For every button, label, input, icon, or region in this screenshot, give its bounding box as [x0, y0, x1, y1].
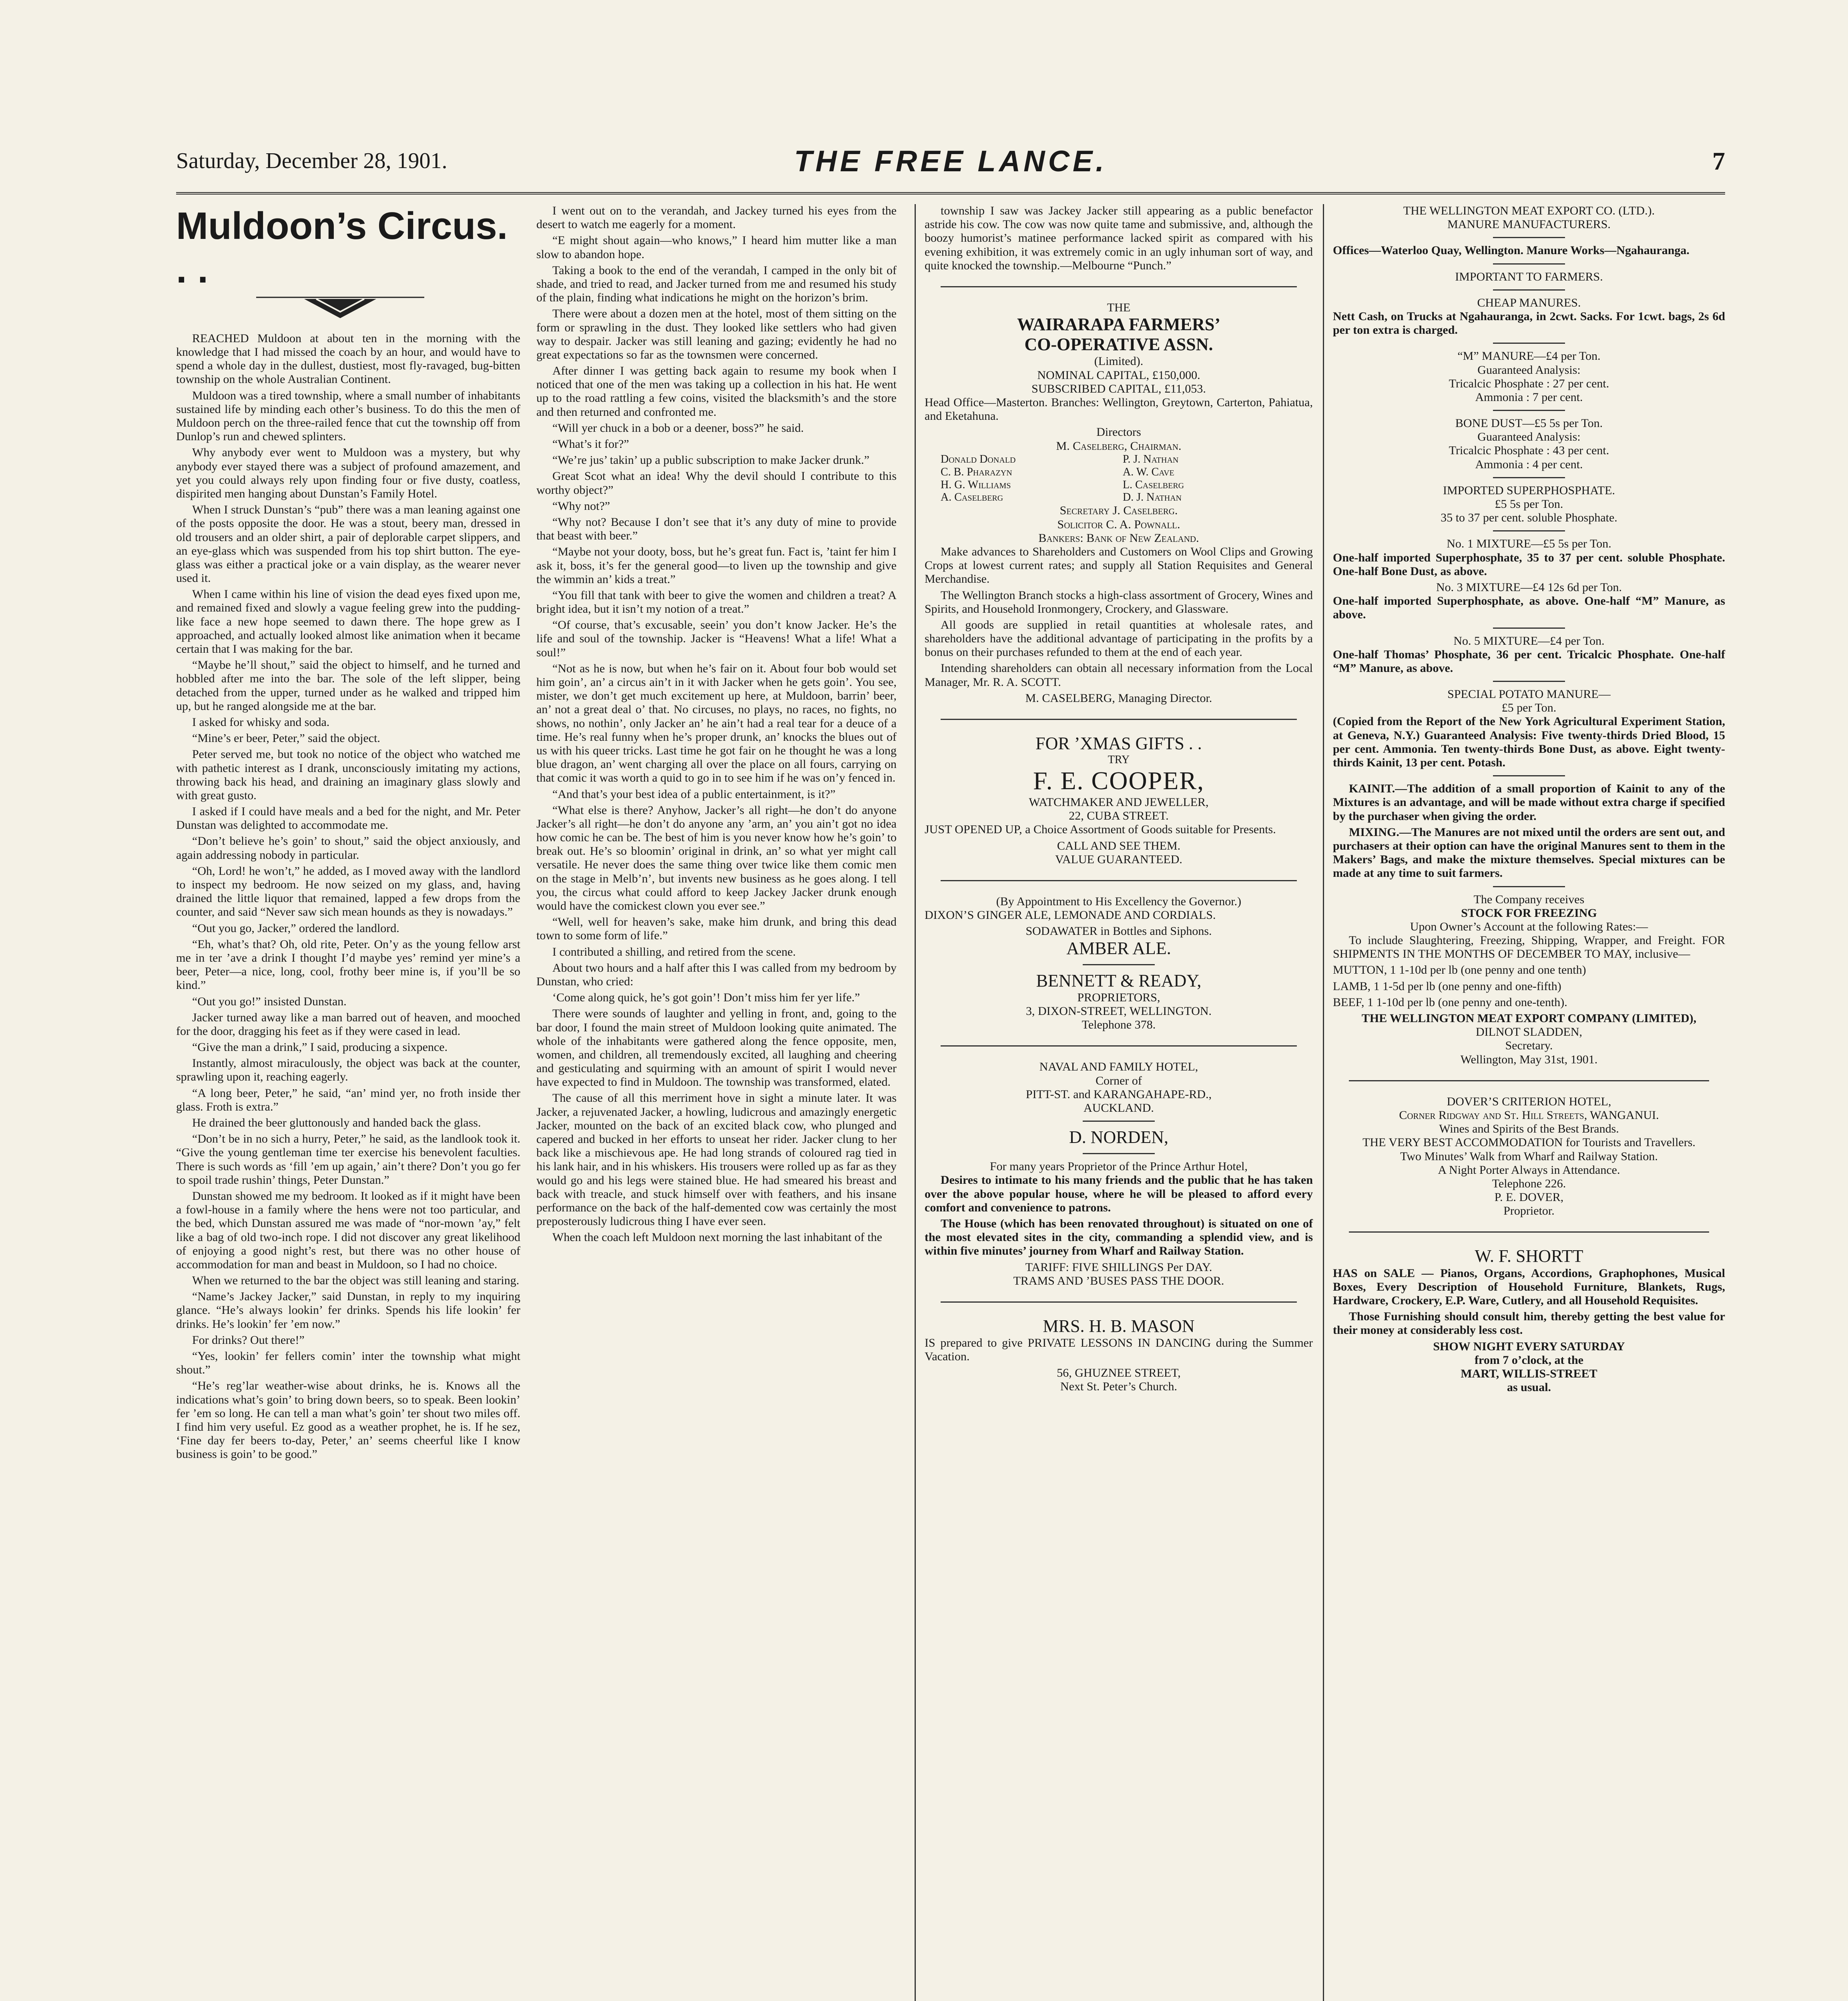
ad-line: Tricalcic Phosphate : 43 per cent. [1449, 444, 1609, 457]
ad-line: IMPORTED SUPERPHOSPHATE. [1443, 483, 1615, 497]
ad-line: SHOW NIGHT EVERY SATURDAY [1433, 1339, 1625, 1353]
ad-text: BEEF, 1 1-10d per lb (one penny and one-tenth). [1333, 995, 1567, 1009]
divider [1083, 1153, 1155, 1154]
divider [1083, 1121, 1155, 1122]
ad-line: DILNOT SLADDEN, [1475, 1025, 1583, 1039]
article-paragraph: Great Scot what an idea! Why the devil should I contribute to this worthy object?” [536, 469, 897, 497]
article-paragraph: “Oh, Lord! he won’t,” he added, as I moved away with the landlord to inspect my bedroom. He now seized on my glass, and, having drained the little liquor that remained, lapped a few drops from the counter, and said “Never saw sich mean hounds as they is nowadays.” [176, 864, 520, 919]
article-paragraph: “Eh, what’s that? Oh, old rite, Peter. On’y as the young fellow arst me in ter ’ave a drink I thought I’d maybe yes’ remind yer mine’s a beer, Peter—a nice, long, cool, frothy beer mine is, if you’ll be so kind.” [176, 937, 520, 992]
article-paragraph: Taking a book to the end of the verandah, I camped in the only bit of shade, and tried to read, and Jacker turned from me and resumed his study of the plain, finding what indications he might on the horizon’s brim. [536, 263, 897, 305]
article-title: Muldoon’s Circus. . . [176, 205, 508, 291]
ad-line: No. 3 MIXTURE—£4 12s 6d per Ton. [1436, 580, 1622, 594]
article-paragraph: “You fill that tank with beer to give the women and children a treat? A bright idea, but it isn’t my notion of a treat.” [536, 588, 897, 616]
director: H. G. Williams [941, 478, 1011, 491]
ad-text: All goods are supplied in retail quantities at wholesale rates, and shareholders have the additional advantage of participating in the profits by a bonus on their purchases refunded to them at the end of each year. [925, 618, 1313, 659]
column-divider [1323, 204, 1324, 2001]
ad-line: IMPORTANT TO FARMERS. [1455, 270, 1603, 283]
divider [1493, 237, 1565, 238]
article-paragraph: REACHED Muldoon at about ten in the morning with the knowledge that I had missed the coach by an hour, and would have to spend a whole day in the dullest, dustiest, most fly-ravaged, bug-bitten township on the whole Australian Continent. [176, 331, 520, 386]
article-paragraph: “Out you go!” insisted Dunstan. [192, 994, 347, 1008]
ad-line: as usual. [1507, 1381, 1551, 1394]
divider [1349, 1231, 1709, 1233]
ad-line: TRAMS AND ’BUSES PASS THE DOOR. [1013, 1274, 1224, 1287]
article-paragraph: I asked if I could have meals and a bed for the night, and Mr. Peter Dunstan was delighted to accommodate me. [176, 805, 520, 832]
ad-text: One-half imported Superphosphate, 35 to 37 per cent. soluble Phosphate. One-half Bone Dust, as above. [1333, 551, 1725, 578]
ad-line: Tricalcic Phosphate : 27 per cent. [1449, 377, 1609, 390]
ad-text: JUST OPENED UP, a Choice Assortment of Goods suitable for Presents. [925, 823, 1276, 836]
article-paragraph: He drained the beer gluttonously and handed back the glass. [192, 1116, 481, 1129]
ad-text: One-half Thomas’ Phosphate, 36 per cent. Tricalcic Phosphate. One-half “M” Manure, as above. [1333, 648, 1725, 675]
article-paragraph: “Why not?” [552, 499, 610, 513]
ad-line: No. 1 MIXTURE—£5 5s per Ton. [1447, 537, 1611, 551]
ad-text: (Copied from the Report of the New York Agricultural Experiment Station, at Geneva, N.Y.) Guaranteed Analysis: Five twenty-thirds Dried Blood, 15 per cent. Ammonia. Ten twenty-thirds Bone Dust, as above. Eight twenty-thirds Kainit, 13 per cent. Potash. [1333, 715, 1725, 769]
article-paragraph: “And that’s your best idea of a public entertainment, is it?” [552, 787, 836, 801]
ad-line: M. Caselberg, Chairman. [1056, 439, 1182, 453]
ad-text: Head Office—Masterton. Branches: Wellington, Greytown, Carterton, Pahiatua, and Eketahuna. [925, 396, 1313, 423]
divider [941, 1045, 1297, 1047]
ad-line: Corner of [1096, 1074, 1142, 1087]
director: Donald Donald [941, 453, 1016, 465]
ad-heading: DOVER’S CRITERION HOTEL, [1447, 1095, 1611, 1108]
naval-hotel-ad [925, 1060, 1313, 1288]
article-paragraph: About two hours and a half after this I was called from my bedroom by Dunstan, who cried: [536, 961, 897, 988]
divider [1493, 628, 1565, 629]
article-column-1 [176, 204, 520, 1464]
director: A. Caselberg [941, 491, 1003, 504]
ad-line: P. E. DOVER, [1494, 1191, 1564, 1204]
ad-line: Wellington, May 31st, 1901. [1460, 1053, 1598, 1066]
article-body-col2 [536, 204, 897, 1245]
director: P. J. Nathan [1123, 453, 1179, 465]
article-paragraph: Why anybody ever went to Muldoon was a mystery, but why anybody ever stayed there was a subject of profound amazement, and yet you could always rely upon finding four or five dusty, coatless, dispirited men hanging about Dunstan’s Family Hotel. [176, 446, 520, 500]
ad-line: No. 5 MIXTURE—£4 per Ton. [1453, 634, 1605, 648]
article-paragraph: When the coach left Muldoon next morning the last inhabitant of the [552, 1231, 882, 1244]
ad-line: Upon Owner’s Account at the following Rates:— [1410, 920, 1648, 933]
article-paragraph: “Maybe he’ll shout,” said the object to himself, and he turned and hobbled after me into the bar. The sole of the left slipper, being detached from the upper, turned under as he walked and tripped him up, but he ranged alongside me at the bar. [176, 658, 520, 713]
header-rule [176, 192, 1725, 194]
ad-line: PROPRIETORS, [1077, 990, 1160, 1004]
article-paragraph: “Will yer chuck in a bob or a deener, boss?” he said. [552, 421, 804, 435]
divider [941, 719, 1297, 720]
article-paragraph: “Out you go, Jacker,” ordered the landlord. [192, 921, 399, 935]
ad-line: THE VERY BEST ACCOMMODATION for Tourists and Travellers. [1362, 1136, 1696, 1149]
ad-text: MUTTON, 1 1-10d per lb (one penny and one tenth) [1333, 963, 1586, 977]
ad-name: W. F. SHORTT [1475, 1246, 1583, 1266]
article-paragraph: “Mine’s er beer, Peter,” said the object. [192, 732, 380, 745]
ad-line: Secretary J. Caselberg. [1059, 504, 1178, 517]
ad-line: Telephone 378. [1082, 1018, 1156, 1032]
article-paragraph: “Not as he is now, but when he’s fair on it. About four bob would set him goin’, an’ a circus ain’t in it with Jacker when he gets goin’. You see, mister, we don’t get much excitement up here, at Muldoon, barrin’ beer, an’ not a great deal o’ that. No circuses, no plays, no races, no fights, no shows, no nothin’, only Jacker an’ he ain’t had a real tear for a deuce of a time. He’s real funny when he’s proper drunk, an’ knocks the blues out of us with his queer tricks. Last time he got fair on he thought he was a long blue dragon, an’ went charging all over the place on all fours, carrying on that comic it was worth a quid to go in to see him if he was on’y fenced in. [536, 662, 897, 785]
cooper-ad [925, 734, 1313, 866]
ad-line: BONE DUST—£5 5s per Ton. [1455, 417, 1603, 430]
article-paragraph: I asked for whisky and soda. [192, 715, 330, 729]
article-paragraph: Muldoon was a tired township, where a small number of inhabitants sustained life by minding each other’s business. To do this the men of Muldoon perch on the three-railed fence that cut the township off from Dunlop’s run and chewed splinters. [176, 389, 520, 443]
divider [941, 286, 1297, 287]
ad-line: AUCKLAND. [1084, 1101, 1154, 1115]
ad-heading: STOCK FOR FREEZING [1461, 906, 1597, 920]
article-paragraph: There were about a dozen men at the hotel, most of them sitting on the form or sprawling in the dust. They looked like settlers who had given way to despair. Jacker was still leaning and gazing; evidently he had no great expectations so far as the townsmen were concerned. [536, 307, 897, 361]
divider [1349, 1080, 1709, 1081]
article-paragraph: “What’s it for?” [552, 437, 629, 451]
ad-heading: THE WELLINGTON MEAT EXPORT COMPANY (LIMITED), [1361, 1012, 1697, 1025]
ad-line: 3, DIXON-STREET, WELLINGTON. [1025, 1005, 1212, 1018]
article-paragraph: I contributed a shilling, and retired from the scene. [552, 945, 796, 958]
ad-line: CHEAP MANURES. [1477, 296, 1581, 309]
ad-line: For many years Proprietor of the Prince Arthur Hotel, [989, 1160, 1248, 1173]
ad-line: 22, CUBA STREET. [1069, 809, 1169, 823]
article-paragraph: “Maybe not your dooty, boss, but he’s great fun. Fact is, ’taint fer him I ask it, boss, it’s fer the general good—to liven up the township and give the wimmin an’ kids a treat.” [536, 545, 897, 586]
ad-text: IS prepared to give PRIVATE LESSONS IN DANCING during the Summer Vacation. [925, 1336, 1313, 1363]
ad-line: M. CASELBERG, Managing Director. [1025, 691, 1212, 705]
director: A. W. Cave [1123, 465, 1174, 478]
article-paragraph: “Name’s Jackey Jacker,” said Dunstan, in reply to my inquiring glance. “He’s always lookin’ fer drinks. Spends his life lookin’ fer drinks. He’s lookin’ fer ’em now.” [176, 1290, 520, 1331]
article-paragraph: “Of course, that’s excusable, seein’ you don’t know Jacker. He’s the life and soul of the township. Jacker is “Heavens! What a life! What a soul!” [536, 618, 897, 659]
ad-line: from 7 o’clock, at the [1475, 1353, 1583, 1367]
ad-line: The Company receives [1473, 892, 1585, 906]
ad-text: HAS on SALE — Pianos, Organs, Accordions, Graphophones, Musical Boxes, Every Description of Household Furniture, Blankets, Rugs, Hardware, Crockery, E.P. Ware, Cutlery, and all Household Requisites. [1333, 1266, 1725, 1307]
article-body-col1 [176, 332, 520, 1462]
ad-line: Wines and Spirits of the Best Brands. [1439, 1122, 1619, 1136]
ad-text: The Wellington Branch stocks a high-class assortment of Grocery, Wines and Spirits, and Household Ironmongery, Crockery, and Glassware. [925, 588, 1313, 616]
article-paragraph: “Why not? Because I don’t see that it’s any duty of mine to provide that beast with beer.” [536, 515, 897, 543]
divider [1083, 964, 1155, 965]
ad-line: NOMINAL CAPITAL, £150,000. [1037, 368, 1200, 382]
divider [1493, 681, 1565, 682]
article-paragraph: The cause of all this merriment hove in sight a minute later. It was Jacker, a rejuvenated Jacker, a howling, ludicrous and amazingly energetic Jacker, mounted on the back of an excited black cow, who plunged and capered and bucked in her efforts to unseat her rider. Jacker clung to her back like a mischievous ape. He had long strands of coloured rag tied in his lank hair, and in his whiskers. His trousers were rolled up as far as they would go and his legs were stained blue. He had smeared his breast and back with treacle, and stuck himself over with feathers, and his insane performance on the back of the half-demented cow was certainly the most preposterously ludicrous thing I have ever seen. [536, 1091, 897, 1228]
ad-text: DIXON’S GINGER ALE, LEMONADE AND CORDIALS. [925, 908, 1216, 922]
ad-line: THE [1107, 301, 1131, 314]
article-paragraph: “Don’t be in no sich a hurry, Peter,” he said, as the landlook took it. “Give the young gentleman time ter exercise his benevolent faculties. There is such words as ‘fill ’em up again,’ ain’t there? Don’t you go fer to spoil trade rushin’ things, Peter Dunstan.” [176, 1132, 520, 1187]
ad-line: PITT-ST. and KARANGAHAPE-RD., [1025, 1087, 1212, 1101]
ad-text: LAMB, 1 1-5d per lb (one penny and one-fifth) [1333, 979, 1561, 993]
ad-text: Nett Cash, on Trucks at Ngahauranga, in 2cwt. Sacks. For 1cwt. bags, 2s 6d per ton extra is charged. [1333, 309, 1725, 337]
article-paragraph: For drinks? Out there!” [192, 1333, 305, 1347]
ad-line: Secretary. [1505, 1039, 1553, 1053]
ad-line: £5 5s per Ton. [1495, 497, 1563, 511]
ad-text: MIXING.—The Manures are not mixed until the orders are sent out, and purchasers at their option can have the original Manures sent to them in the Makers’ Bags, and make the mixture themselves. Special mixtures can be made at any time to suit farmers. [1333, 825, 1725, 880]
ad-line: Telephone 226. [1492, 1177, 1566, 1190]
ad-line: Proprietor. [1503, 1204, 1555, 1218]
ad-line: 56, GHUZNEE STREET, [1057, 1366, 1181, 1379]
ad-line: Bankers: Bank of New Zealand. [1038, 531, 1199, 545]
ad-line: Ammonia : 4 per cent. [1475, 457, 1583, 471]
ad-line: TRY [1108, 754, 1130, 766]
page-number: 7 [1712, 147, 1725, 175]
director: L. Caselberg [1123, 478, 1184, 491]
shortt-ad [1333, 1246, 1725, 1394]
article-paragraph: When I struck Dunstan’s “pub” there was a man leaning against one of the posts opposite the door. He was a stout, beery man, dressed in old trousers and an older shirt, a pair of deplorable carpet slippers, and an eye-glass which was suspended from his top shirt button. The eye-glass was either a practical joke or a vain display, as the wearer never used it. [176, 503, 520, 585]
article-paragraph: ‘Come along quick, he’s got goin’! Don’t miss him fer yer life.” [552, 991, 860, 1005]
ad-line: A Night Porter Always in Attendance. [1438, 1163, 1620, 1177]
ad-line: Ammonia : 7 per cent. [1475, 390, 1583, 404]
ad-line: Directors [1096, 425, 1141, 439]
ad-line: MANURE MANUFACTURERS. [1447, 218, 1611, 231]
divider [1493, 343, 1565, 344]
ad-line: MART, WILLIS-STREET [1461, 1367, 1597, 1380]
ad-line: VALUE GUARANTEED. [1055, 852, 1182, 866]
ad-name: AMBER ALE. [1066, 938, 1171, 958]
ad-line: SODAWATER in Bottles and Siphons. [1025, 924, 1212, 938]
article-paragraph: When we returned to the bar the object was still leaning and staring. [192, 1274, 520, 1287]
ad-line: Solicitor C. A. Pownall. [1057, 517, 1180, 531]
article-paragraph: When I came within his line of vision the dead eyes fixed upon me, and remained fixed and slowly a vague feeling grew into the pudding-like face a new hope seemed to dawn there. The hope grew as I approached, and actually looked almost like animation when it became certain that I was making for the bar. [176, 587, 520, 656]
article-paragraph: “We’re jus’ takin’ up a public subscription to make Jacker drunk.” [552, 453, 870, 467]
ornament-icon [256, 296, 424, 320]
ad-heading: NAVAL AND FAMILY HOTEL, [1039, 1060, 1198, 1074]
ad-line: SPECIAL POTATO MANURE— [1447, 688, 1611, 701]
ad-name: WAIRARAPA FARMERS’ [1017, 315, 1221, 335]
ad-line: Guaranteed Analysis: [1477, 363, 1581, 377]
divider [1493, 410, 1565, 411]
meat-export-ad [1333, 204, 1725, 1067]
ad-name: D. NORDEN, [1069, 1127, 1169, 1147]
divider [1493, 263, 1565, 265]
divider [1493, 477, 1565, 478]
article-paragraph: “Don’t believe he’s goin’ to shout,” said the object anxiously, and again addressing nobody in particular. [176, 834, 520, 862]
ad-text: The House (which has been renovated throughout) is situated on one of the most elevated sites in the city, commanding a splendid view, and is within five minutes’ journey from Wharf and Railway Station. [925, 1217, 1313, 1258]
ad-text: Offices—Waterloo Quay, Wellington. Manure Works—Ngahauranga. [1333, 244, 1689, 257]
ad-line: (Limited). [1094, 355, 1144, 368]
wairarapa-ad [925, 301, 1313, 705]
ad-line: 35 to 37 per cent. soluble Phosphate. [1441, 511, 1617, 525]
article-paragraph: “A long beer, Peter,” he said, “an’ mind yer, no froth inside ther glass. Froth is extra.” [176, 1086, 520, 1113]
ad-text: KAINIT.—The addition of a small proportion of Kainit to any of the Mixtures is an advantage, and will be made without extra charge if specified by the purchaser when giving the order. [1333, 782, 1725, 823]
article-column-2 [536, 204, 897, 1247]
divider [941, 1301, 1297, 1303]
article-paragraph: Jacker turned away like a man barred out of heaven, and mooched for the door, dragging his feet as if they were cased in lead. [176, 1011, 520, 1038]
ad-name: MRS. H. B. MASON [1043, 1316, 1195, 1336]
ad-line: “M” MANURE—£4 per Ton. [1457, 349, 1601, 363]
ad-line: TARIFF: FIVE SHILLINGS Per DAY. [1025, 1260, 1212, 1274]
ad-line: Two Minutes’ Walk from Wharf and Railway Station. [1400, 1149, 1658, 1163]
article-paragraph: “He’s reg’lar weather-wise about drinks, he is. Knows all the indications what’s goin’ to bring down beers, so to speak. Been lookin’ fer ’em so long. He can tell a man what’s goin’ ter shout two miles off. I find him very useful. Ez good as a weather prophet, he is. If he sez, ‘Fine day fer beers to-day, Peter,’ an’ seems cheerful like I know business is goin’ to be good.” [176, 1379, 520, 1461]
divider [941, 880, 1297, 881]
article-paragraph: “Well, well for heaven’s sake, make him drunk, and bring this dead town to some form of life.” [536, 915, 897, 942]
article-paragraph: “Give the man a drink,” I said, producing a sixpence. [192, 1041, 448, 1054]
ad-line: Corner Ridgway and St. Hill Streets, WANGANUI. [1399, 1108, 1659, 1122]
masthead-title: THE FREE LANCE. [794, 144, 1107, 178]
article-paragraph: Instantly, almost miraculously, the object was back at the counter, sprawling upon it, reaching eagerly. [176, 1057, 520, 1084]
divider [1493, 886, 1565, 887]
ad-name: CO-OPERATIVE ASSN. [1024, 335, 1213, 355]
ad-line: (By Appointment to His Excellency the Governor.) [996, 894, 1242, 908]
column-3 [925, 204, 1313, 1393]
article-paragraph: I went out on to the verandah, and Jackey turned his eyes from the desert to watch me eagerly for a moment. [536, 204, 897, 231]
ad-name: F. E. COOPER, [1033, 766, 1205, 795]
ad-name: BENNETT & READY, [1036, 970, 1202, 990]
ad-line: WATCHMAKER AND JEWELLER, [1029, 796, 1209, 809]
ad-text: To include Slaughtering, Freezing, Shipping, Wrapper, and Freight. FOR SHIPMENTS IN THE MONTHS OF DECEMBER TO MAY, inclusive— [1333, 934, 1725, 961]
divider [1493, 775, 1565, 776]
ad-line: £5 per Ton. [1501, 701, 1557, 715]
issue-date: Saturday, December 28, 1901. [176, 148, 447, 173]
director: D. J. Nathan [1123, 491, 1182, 504]
mason-ad [925, 1316, 1313, 1393]
ad-heading: FOR ’XMAS GIFTS . . [1035, 734, 1202, 753]
ad-text: Intending shareholders can obtain all necessary information from the Local Manager, Mr. R. A. SCOTT. [925, 662, 1313, 689]
dover-hotel-ad [1333, 1095, 1725, 1218]
article-paragraph: “What else is there? Anyhow, Jacker’s all right—he don’t do anyone Jacker’s all right—he don’t do anyone any ’arm, an’ you ain’t got no idea how comic he can be. The best of him is you never know how he’s goin’ to break out. He’s so bloomin’ original in drink, an’ so what yer might call versatile. He never does the same thing over twice like them comic men on the stage in Melb’n’, but invents new business as he goes along. I tell you, the circus what could afford to keep Jackey Jacker drunk enough would have the comickest clown you ever see.” [536, 803, 897, 912]
ad-text: Those Furnishing should consult him, thereby getting the best value for their money at considerably less cost. [1333, 1310, 1725, 1337]
dixon-ad [925, 895, 1313, 1032]
ad-line: Guaranteed Analysis: [1477, 430, 1581, 444]
ad-heading: THE WELLINGTON MEAT EXPORT CO. (LTD.). [1403, 204, 1655, 217]
article-body-col3 [925, 204, 1313, 273]
director: C. B. Pharazyn [941, 465, 1012, 478]
article-paragraph: Dunstan showed me my bedroom. It looked as if it might have been a fowl-house in a family where the hens were not too particular, and the bed, which Dunstan assured me was made of “nor-mown ’ay,” felt like a bag of old two-inch rope. I did not discover any great likelihood of enjoying a good night’s rest, but there was no other house of accommodation for man and beast in Muldoon, so I had no choice. [176, 1189, 520, 1271]
page-header [176, 144, 1725, 192]
ad-text: Desires to intimate to his many friends and the public that he has taken over the above popular house, where he will be pleased to afford every comfort and convenience to patrons. [925, 1173, 1313, 1214]
column-4 [1333, 204, 1725, 1394]
ad-text: One-half imported Superphosphate, as above. One-half “M” Manure, as above. [1333, 594, 1725, 622]
ad-line: Next St. Peter’s Church. [1060, 1379, 1177, 1393]
article-paragraph: There were sounds of laughter and yelling in front, and, going to the bar door, I found the main street of Muldoon looking quite animated. The whole of the inhabitants were gathered along the fence opposite, men, women, and children, all tremendously excited, all laughing and cheering and gesticulating and squirming with an amount of spirit I would never have expected to find in Muldoon. The township was transformed, elated. [536, 1007, 897, 1089]
ad-line: SUBSCRIBED CAPITAL, £11,053. [1031, 382, 1206, 395]
divider [1493, 289, 1565, 291]
directors-list [925, 453, 1313, 504]
article-paragraph: “Yes, lookin’ fer fellers comin’ inter the township what might shout.” [176, 1349, 520, 1377]
article-paragraph: “E might shout again—who knows,” I heard him mutter like a man slow to abandon hope. [536, 234, 897, 261]
divider [1493, 530, 1565, 531]
article-paragraph: Peter served me, but took no notice of the object who watched me with pathetic interest as I drank, unconsciously imitating my actions, throwing back his head, and draining an imaginary glass slowly and with great gusto. [176, 748, 520, 802]
ad-line: CALL AND SEE THEM. [1057, 839, 1181, 852]
article-paragraph: After dinner I was getting back again to resume my book when I noticed that one of the men was taking up a collection in his hat. He went up to the road rattling a few coins, visited the blacksmith’s and the store and then returned and confronted me. [536, 364, 897, 419]
article-paragraph: township I saw was Jackey Jacker still appearing as a public benefactor astride his cow. The cow was now quite tame and submissive, and, although the boozy humorist’s matinee performance lacked spirit as compared with his evening exhibition, it was extremely comic in an ugly inhuman sort of way, and quite knocked the township.—Melbourne “Punch.” [925, 204, 1313, 272]
ad-text: Make advances to Shareholders and Customers on Wool Clips and Growing Crops at lowest current rates; and supply all Station Requisites and General Merchandise. [925, 545, 1313, 586]
column-divider [915, 204, 916, 2001]
